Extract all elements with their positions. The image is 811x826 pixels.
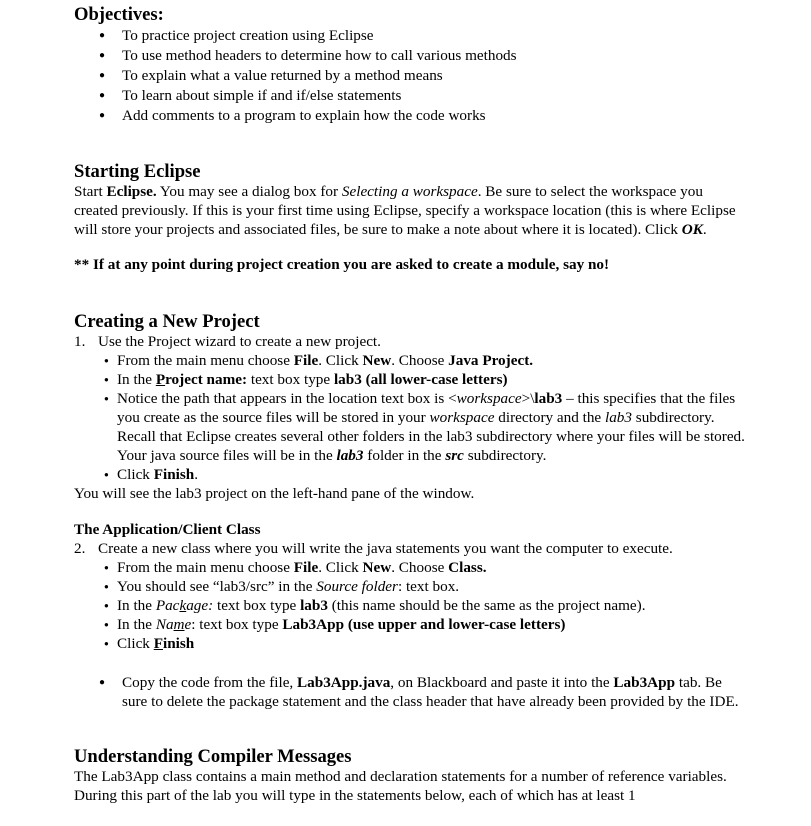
list-item: ● Click Finish.: [74, 465, 754, 484]
step-2: 2. Create a new class where you will write the java statements you want the computer to execute.: [74, 540, 673, 557]
step-2-list: [74, 558, 744, 653]
starting-eclipse-section: [74, 161, 744, 274]
list-item: ● Notice the path that appears in the location text box is <workspace>\lab3 – this specifies that the files you create as the source files will be stored in your workspace directory and the lab3 subdirectory. Recall that Eclipse creates several other folders in the lab3 subdirectory where your files will be stored. Your java source files will be in the lab3 folder in the src subdirectory.: [74, 389, 754, 465]
list-item: ● Click Finish: [74, 634, 744, 653]
list-item: ● You should see “lab3/src” in the Source folder: text box.: [74, 577, 744, 596]
starting-eclipse-paragraph: Start Eclipse. You may see a dialog box for Selecting a workspace. Be sure to select the workspace you created previously. If this is your first time using Eclipse, specify a workspace location (this is where Eclipse will store your projects and associated files, be sure to make a note about where it is located). Click OK.: [74, 183, 736, 238]
module-warning: ** If at any point during project creation you are asked to create a module, say no!: [74, 256, 610, 273]
compiler-heading: Understanding Compiler Messages: [74, 746, 352, 767]
creating-project-section: [74, 311, 754, 503]
creating-project-heading: Creating a New Project: [74, 311, 260, 332]
list-item: ● In the Project name: text box type lab3 (all lower-case letters): [74, 370, 754, 389]
objective-item: ● To practice project creation using Eclipse: [74, 26, 774, 46]
app-class-heading: The Application/Client Class: [74, 521, 261, 538]
objective-item: ● To use method headers to determine how to call various methods: [74, 46, 774, 66]
creating-project-after: You will see the lab3 project on the left-hand pane of the window.: [74, 485, 475, 502]
step-1: 1. Use the Project wizard to create a new project.: [74, 333, 381, 350]
compiler-paragraph: The Lab3App class contains a main method and declaration statements for a number of reference variables. During this part of the lab you will type in the statements below, each of which has at least 1: [74, 768, 727, 804]
starting-eclipse-heading: Starting Eclipse: [74, 161, 201, 182]
list-item: ● In the Package: text box type lab3 (this name should be the same as the project name).: [74, 596, 744, 615]
list-item: ● From the main menu choose File. Click New. Choose Class.: [74, 558, 744, 577]
objective-item: ● To learn about simple if and if/else statements: [74, 86, 774, 106]
objective-item: ● To explain what a value returned by a method means: [74, 66, 774, 86]
app-class-section: [74, 520, 744, 711]
list-item: ● Copy the code from the file, Lab3App.java, on Blackboard and paste it into the Lab3App tab. Be sure to delete the package statement and the class header that have already been provided by the IDE.: [74, 673, 744, 711]
copy-code-list: [74, 673, 744, 711]
objective-item: ● Add comments to a program to explain how the code works: [74, 106, 774, 126]
objectives-list: [74, 26, 774, 126]
objectives-section: [74, 4, 774, 126]
step-1-list: [74, 351, 754, 484]
list-item: ● In the Name: text box type Lab3App (use upper and lower-case letters): [74, 615, 744, 634]
list-item: ● From the main menu choose File. Click New. Choose Java Project.: [74, 351, 754, 370]
compiler-section: [74, 746, 754, 805]
objectives-heading: Objectives:: [74, 4, 164, 25]
